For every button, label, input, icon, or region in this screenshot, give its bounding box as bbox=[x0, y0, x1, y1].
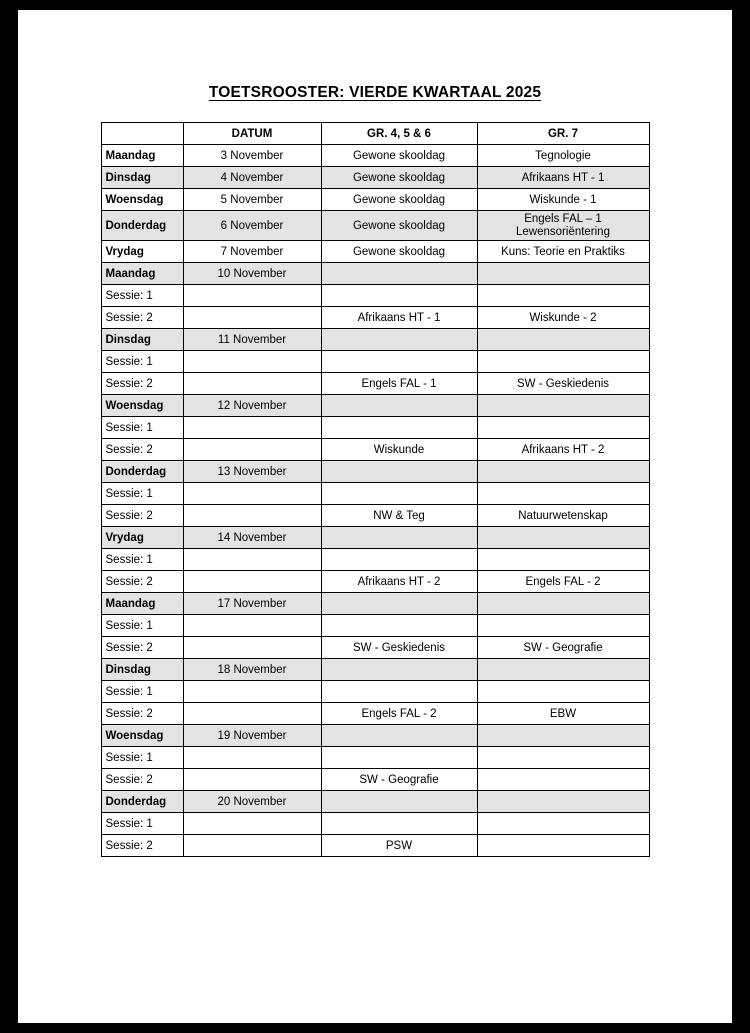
cell-gr7 bbox=[477, 483, 649, 505]
cell-gr7: Afrikaans HT - 2 bbox=[477, 439, 649, 461]
schedule-table bbox=[101, 122, 650, 857]
table-row bbox=[101, 791, 649, 813]
cell-gr456 bbox=[321, 681, 477, 703]
cell-gr456 bbox=[321, 549, 477, 571]
cell-gr456: NW & Teg bbox=[321, 505, 477, 527]
table-row bbox=[101, 395, 649, 417]
header-date: DATUM bbox=[183, 123, 321, 145]
cell-gr7 bbox=[477, 659, 649, 681]
table-row bbox=[101, 637, 649, 659]
cell-day: Sessie: 2 bbox=[101, 571, 183, 593]
cell-gr456 bbox=[321, 593, 477, 615]
table-row bbox=[101, 211, 649, 241]
table-row bbox=[101, 681, 649, 703]
cell-day: Woensdag bbox=[101, 189, 183, 211]
cell-date: 20 November bbox=[183, 791, 321, 813]
cell-date: 13 November bbox=[183, 461, 321, 483]
cell-date: 19 November bbox=[183, 725, 321, 747]
cell-gr456: SW - Geskiedenis bbox=[321, 637, 477, 659]
cell-gr7: Engels FAL - 2 bbox=[477, 571, 649, 593]
cell-gr456: SW - Geografie bbox=[321, 769, 477, 791]
table-row bbox=[101, 351, 649, 373]
header-blank bbox=[101, 123, 183, 145]
cell-day: Sessie: 2 bbox=[101, 637, 183, 659]
table-row bbox=[101, 813, 649, 835]
table-row bbox=[101, 615, 649, 637]
table-row bbox=[101, 329, 649, 351]
cell-gr7: SW - Geografie bbox=[477, 637, 649, 659]
schedule-table-wrapper bbox=[18, 122, 732, 857]
cell-date bbox=[183, 747, 321, 769]
table-row bbox=[101, 373, 649, 395]
table-row bbox=[101, 549, 649, 571]
cell-day: Sessie: 2 bbox=[101, 505, 183, 527]
cell-date bbox=[183, 505, 321, 527]
cell-gr456 bbox=[321, 395, 477, 417]
table-row bbox=[101, 505, 649, 527]
cell-day: Sessie: 2 bbox=[101, 373, 183, 395]
cell-day: Sessie: 1 bbox=[101, 813, 183, 835]
cell-gr7: SW - Geskiedenis bbox=[477, 373, 649, 395]
cell-day: Sessie: 1 bbox=[101, 351, 183, 373]
cell-gr7: Wiskunde - 2 bbox=[477, 307, 649, 329]
cell-date: 6 November bbox=[183, 211, 321, 241]
cell-gr7 bbox=[477, 813, 649, 835]
cell-gr456: Afrikaans HT - 2 bbox=[321, 571, 477, 593]
table-row bbox=[101, 725, 649, 747]
cell-day: Sessie: 1 bbox=[101, 417, 183, 439]
table-row bbox=[101, 285, 649, 307]
cell-gr7 bbox=[477, 527, 649, 549]
cell-date bbox=[183, 813, 321, 835]
table-row bbox=[101, 835, 649, 857]
cell-gr456 bbox=[321, 615, 477, 637]
cell-gr7 bbox=[477, 549, 649, 571]
cell-gr456: Gewone skooldag bbox=[321, 145, 477, 167]
cell-gr456: Gewone skooldag bbox=[321, 189, 477, 211]
table-row bbox=[101, 571, 649, 593]
cell-day: Dinsdag bbox=[101, 329, 183, 351]
cell-gr456: Gewone skooldag bbox=[321, 211, 477, 241]
cell-gr7 bbox=[477, 747, 649, 769]
table-row bbox=[101, 769, 649, 791]
cell-gr456: Engels FAL - 1 bbox=[321, 373, 477, 395]
cell-date bbox=[183, 835, 321, 857]
cell-day: Sessie: 2 bbox=[101, 307, 183, 329]
cell-gr7 bbox=[477, 615, 649, 637]
cell-gr456: Afrikaans HT - 1 bbox=[321, 307, 477, 329]
cell-gr7 bbox=[477, 351, 649, 373]
cell-date bbox=[183, 615, 321, 637]
cell-gr456: Wiskunde bbox=[321, 439, 477, 461]
cell-gr456 bbox=[321, 263, 477, 285]
cell-gr7 bbox=[477, 791, 649, 813]
page-title-text: TOETSROOSTER: VIERDE KWARTAAL 2025 bbox=[208, 84, 542, 101]
cell-date bbox=[183, 417, 321, 439]
cell-day: Donderdag bbox=[101, 211, 183, 241]
cell-day: Maandag bbox=[101, 263, 183, 285]
cell-day: Vrydag bbox=[101, 241, 183, 263]
cell-gr456 bbox=[321, 747, 477, 769]
table-header-row bbox=[101, 123, 649, 145]
cell-date bbox=[183, 637, 321, 659]
cell-gr456 bbox=[321, 351, 477, 373]
table-row bbox=[101, 417, 649, 439]
cell-gr456 bbox=[321, 659, 477, 681]
cell-gr7 bbox=[477, 329, 649, 351]
table-row bbox=[101, 461, 649, 483]
cell-date bbox=[183, 681, 321, 703]
cell-day: Dinsdag bbox=[101, 659, 183, 681]
cell-gr456 bbox=[321, 483, 477, 505]
cell-gr456 bbox=[321, 725, 477, 747]
cell-date bbox=[183, 439, 321, 461]
cell-date bbox=[183, 571, 321, 593]
cell-day: Sessie: 1 bbox=[101, 615, 183, 637]
cell-gr456: Gewone skooldag bbox=[321, 167, 477, 189]
cell-gr456 bbox=[321, 461, 477, 483]
table-row bbox=[101, 439, 649, 461]
cell-gr7 bbox=[477, 263, 649, 285]
cell-date bbox=[183, 307, 321, 329]
cell-gr456: PSW bbox=[321, 835, 477, 857]
cell-date: 14 November bbox=[183, 527, 321, 549]
cell-day: Sessie: 1 bbox=[101, 747, 183, 769]
cell-date: 4 November bbox=[183, 167, 321, 189]
cell-day: Woensdag bbox=[101, 725, 183, 747]
table-row bbox=[101, 747, 649, 769]
cell-gr7 bbox=[477, 395, 649, 417]
cell-gr7 bbox=[477, 681, 649, 703]
cell-date: 12 November bbox=[183, 395, 321, 417]
table-row bbox=[101, 703, 649, 725]
cell-gr7: EBW bbox=[477, 703, 649, 725]
cell-day: Dinsdag bbox=[101, 167, 183, 189]
cell-gr7: Afrikaans HT - 1 bbox=[477, 167, 649, 189]
cell-day: Sessie: 2 bbox=[101, 703, 183, 725]
cell-date bbox=[183, 549, 321, 571]
cell-gr7 bbox=[477, 593, 649, 615]
table-row bbox=[101, 241, 649, 263]
table-row bbox=[101, 483, 649, 505]
cell-date: 11 November bbox=[183, 329, 321, 351]
cell-gr456 bbox=[321, 417, 477, 439]
table-row bbox=[101, 167, 649, 189]
cell-day: Vrydag bbox=[101, 527, 183, 549]
cell-day: Sessie: 2 bbox=[101, 439, 183, 461]
cell-day: Maandag bbox=[101, 593, 183, 615]
table-row bbox=[101, 189, 649, 211]
cell-gr456 bbox=[321, 285, 477, 307]
table-row bbox=[101, 593, 649, 615]
cell-date: 18 November bbox=[183, 659, 321, 681]
cell-date bbox=[183, 769, 321, 791]
cell-gr7 bbox=[477, 285, 649, 307]
cell-date bbox=[183, 703, 321, 725]
table-row bbox=[101, 527, 649, 549]
cell-day: Sessie: 2 bbox=[101, 835, 183, 857]
header-gr456: GR. 4, 5 & 6 bbox=[321, 123, 477, 145]
cell-date bbox=[183, 483, 321, 505]
cell-gr456 bbox=[321, 791, 477, 813]
cell-day: Sessie: 2 bbox=[101, 769, 183, 791]
cell-date bbox=[183, 351, 321, 373]
cell-gr7 bbox=[477, 461, 649, 483]
cell-date: 7 November bbox=[183, 241, 321, 263]
cell-date bbox=[183, 373, 321, 395]
cell-day: Woensdag bbox=[101, 395, 183, 417]
cell-gr7 bbox=[477, 725, 649, 747]
cell-gr456 bbox=[321, 329, 477, 351]
cell-gr7 bbox=[477, 835, 649, 857]
cell-day: Sessie: 1 bbox=[101, 549, 183, 571]
table-row bbox=[101, 145, 649, 167]
cell-date: 3 November bbox=[183, 145, 321, 167]
cell-gr7 bbox=[477, 417, 649, 439]
cell-gr7: Natuurwetenskap bbox=[477, 505, 649, 527]
cell-gr7 bbox=[477, 769, 649, 791]
cell-day: Donderdag bbox=[101, 791, 183, 813]
cell-date bbox=[183, 285, 321, 307]
cell-date: 17 November bbox=[183, 593, 321, 615]
cell-day: Sessie: 1 bbox=[101, 483, 183, 505]
table-row bbox=[101, 263, 649, 285]
cell-gr456: Engels FAL - 2 bbox=[321, 703, 477, 725]
cell-gr456 bbox=[321, 813, 477, 835]
cell-day: Maandag bbox=[101, 145, 183, 167]
cell-day: Sessie: 1 bbox=[101, 681, 183, 703]
document-page bbox=[18, 10, 732, 1023]
cell-gr7: Kuns: Teorie en Praktiks bbox=[477, 241, 649, 263]
page-title bbox=[18, 84, 732, 102]
cell-gr456 bbox=[321, 527, 477, 549]
cell-gr7: Engels FAL – 1 Lewensoriëntering bbox=[477, 211, 649, 241]
cell-gr456: Gewone skooldag bbox=[321, 241, 477, 263]
cell-day: Donderdag bbox=[101, 461, 183, 483]
cell-gr7: Tegnologie bbox=[477, 145, 649, 167]
cell-date: 5 November bbox=[183, 189, 321, 211]
table-row bbox=[101, 307, 649, 329]
table-row bbox=[101, 659, 649, 681]
cell-date: 10 November bbox=[183, 263, 321, 285]
header-gr7: GR. 7 bbox=[477, 123, 649, 145]
cell-gr7: Wiskunde - 1 bbox=[477, 189, 649, 211]
schedule-table-body bbox=[101, 123, 649, 857]
cell-day: Sessie: 1 bbox=[101, 285, 183, 307]
